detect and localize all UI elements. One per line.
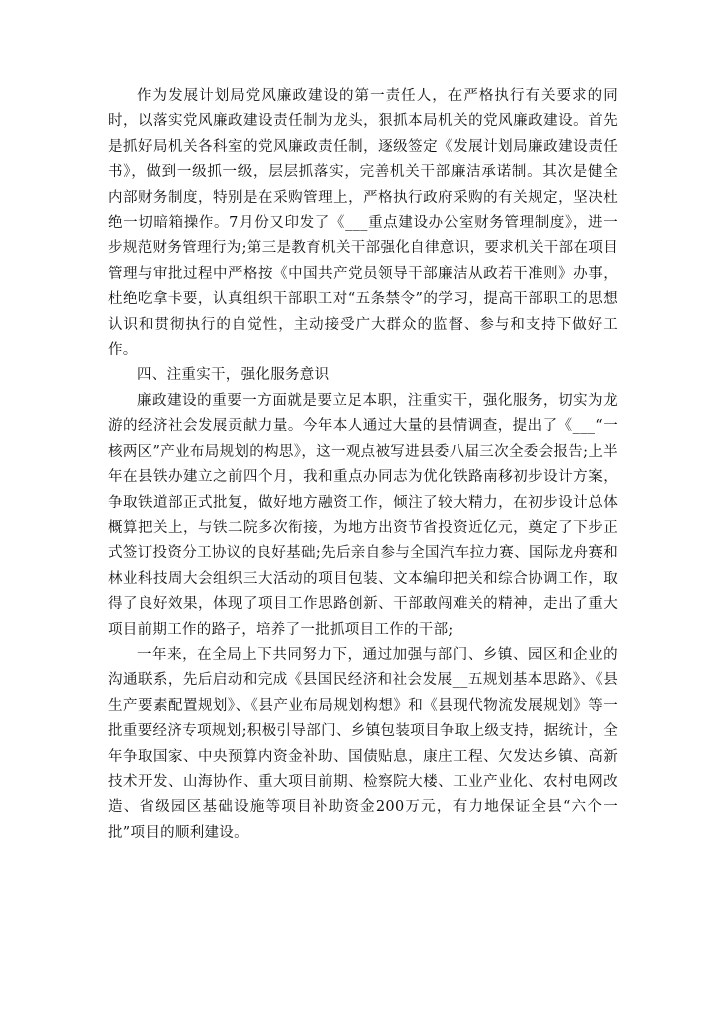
paragraph-party-conduct-responsibility: 作为发展计划局党风廉政建设的第一责任人，在严格执行有关要求的同时，以落实党风廉政建设责任制为龙头，狠抓本局机关的党风廉政建设。首先是抓好局机关各科室的党风廉政责任制，逐级签定《发展计划局廉政建设责任书》，做到一级抓一级，层层抓落实，完善机关干部廉洁承诺制。其次是健全内部财务制度，特别是在采购管理上，严格执行政府采购的有关规定，坚决杜绝一切暗箱操作。7月份又印发了《___重点建设办公室财务管理制度》，进一步规范财务管理行为;第三是教育机关干部强化自律意识，要求机关干部在项目管理与审批过程中严格按《中国共产党员领导干部廉洁从政若干准则》办事，杜绝吃拿卡要，认真组织干部职工对“五条禁令”的学习，提高干部职工的思想认识和贯彻执行的自觉性，主动接受广大群众的监督、参与和支持下做好工作。 [108, 88, 618, 359]
document-body [108, 84, 618, 846]
section-heading-practical-work: 四、注重实干，强化服务意识 [137, 367, 330, 384]
paragraph-service-awareness: 廉政建设的重要一方面就是要立足本职，注重实干，强化服务，切实为龙游的经济社会发展贡献力量。今年本人通过大量的县情调查，提出了《___“一核两区”产业布局规划的构思》，这一观点被写进县委八届三次全委会报告;上半年在县铁办建立之前四个月，我和重点办同志为优化铁路南移初步设计方案，争取铁道部正式批复，做好地方融资工作，倾注了较大精力，在初步设计总体概算把关上，与铁二院多次衔接，为地方出资节省投资近亿元，奠定了下步正式签订投资分工协议的良好基础;先后亲自参与全国汽车拉力赛、国际龙舟赛和林业科技周大会组织三大活动的项目包装、文本编印把关和综合协调工作，取得了良好效果，体现了项目工作思路创新、干部敢闯难关的精神，走出了重大项目前期工作的路子，培养了一批抓项目工作的干部; [108, 392, 618, 638]
paragraph-annual-summary: 一年来，在全局上下共同努力下，通过加强与部门、乡镇、园区和企业的沟通联系，先后启动和完成《县国民经济和社会发展__五规划基本思路》、《县生产要素配置规划》、《县产业布局规划构想》和《县现代物流发展规划》等一批重要经济专项规划;积极引导部门、乡镇包装项目争取上级支持，据统计，全年争取国家、中央预算内资金补助、国债贴息，康庄工程、欠发达乡镇、高新技术开发、山海协作、重大项目前期、检察院大楼、工业产业化、农村电网改造、省级园区基础设施等项目补助资金200万元，有力地保证全县“六个一批”项目的顺利建设。 [108, 646, 618, 841]
